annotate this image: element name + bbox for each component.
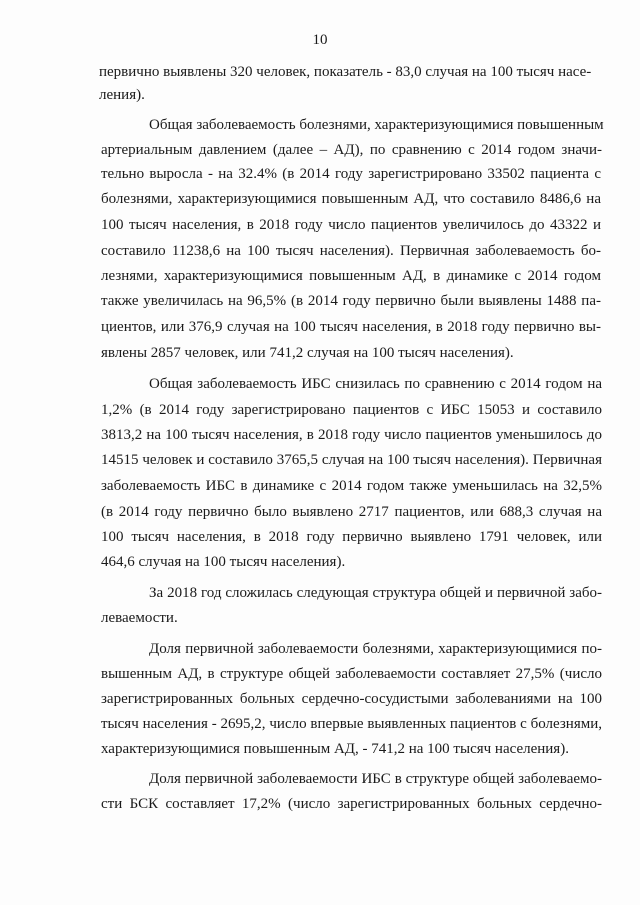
text-line: Доля первичной заболеваемости ИБС в структуре общей заболеваемо- <box>149 771 602 787</box>
text-line: тельно выросла - на 32.4% (в 2014 году зарегистрировано 33502 пациента с <box>101 166 601 182</box>
text-line: За 2018 год сложилась следующая структура общей и первичной забо- <box>149 585 602 601</box>
text-line: 100 тысяч населения, в 2018 году число пациентов увеличилось до 43322 и <box>101 217 601 233</box>
text-line: 3813,2 на 100 тысяч населения, в 2018 году число пациентов уменьшилось до <box>101 427 602 443</box>
text-line: 14515 человек и составило 3765,5 случая на 100 тысяч населения). Первичная <box>101 452 602 468</box>
text-line: сти БСК составляет 17,2% (число зарегистрированных больных сердечно- <box>101 796 602 812</box>
text-line: 100 тысяч населения, в 2018 году первично выявлено 1791 человек, или <box>101 529 602 545</box>
text-line: 1,2% (в 2014 году зарегистрировано пациентов с ИБС 15053 и составило <box>101 402 602 418</box>
text-line: заболеваемость ИБС в динамике с 2014 годом также уменьшилась на 32,5% <box>101 478 602 494</box>
text-line: характеризующимися повышенным АД, - 741,2 на 100 тысяч населения). <box>101 741 569 757</box>
text-line: явлены 2857 человек, или 741,2 случая на 100 тысяч населения). <box>101 345 514 361</box>
text-line: болезнями, характеризующимися повышенным АД, что составило 8486,6 на <box>101 191 601 207</box>
text-line: циентов, или 376,9 случая на 100 тысяч населения, в 2018 году первично вы- <box>101 319 601 335</box>
text-line: Общая заболеваемость ИБС снизилась по сравнению с 2014 годом на <box>149 376 602 392</box>
text-line: лезнями, характеризующимися повышенным АД, в динамике с 2014 годом <box>101 268 601 284</box>
text-line: Доля первичной заболеваемости болезнями, характеризующимися по- <box>149 641 602 657</box>
page-number: 10 <box>312 32 328 48</box>
text-line: первично выявлены 320 человек, показатель - 83,0 случая на 100 тысяч насе- <box>99 64 592 80</box>
text-line: 464,6 случая на 100 тысяч населения). <box>101 554 346 570</box>
text-line: ления). <box>99 87 145 103</box>
text-line: зарегистрированных больных сердечно-сосудистыми заболеваниями на 100 <box>101 691 602 707</box>
text-line: вышенным АД, в структуре общей заболеваемости составляет 27,5% (число <box>101 666 602 682</box>
text-line: Общая заболеваемость болезнями, характеризующимися повышенным <box>149 117 604 133</box>
text-line: также увеличилась на 96,5% (в 2014 году первично были выявлены 1488 па- <box>101 293 601 309</box>
text-line: леваемости. <box>101 610 178 626</box>
text-line: (в 2014 году первично было выявлено 2717 пациентов, или 688,3 случая на <box>101 504 602 520</box>
text-line: артериальным давлением (далее – АД), по сравнению с 2014 годом значи- <box>101 142 602 158</box>
text-line: составило 11238,6 на 100 тысяч населения). Первичная заболеваемость бо- <box>101 243 601 259</box>
text-line: тысяч населения - 2695,2, число впервые выявленных пациентов с болезнями, <box>101 716 602 732</box>
